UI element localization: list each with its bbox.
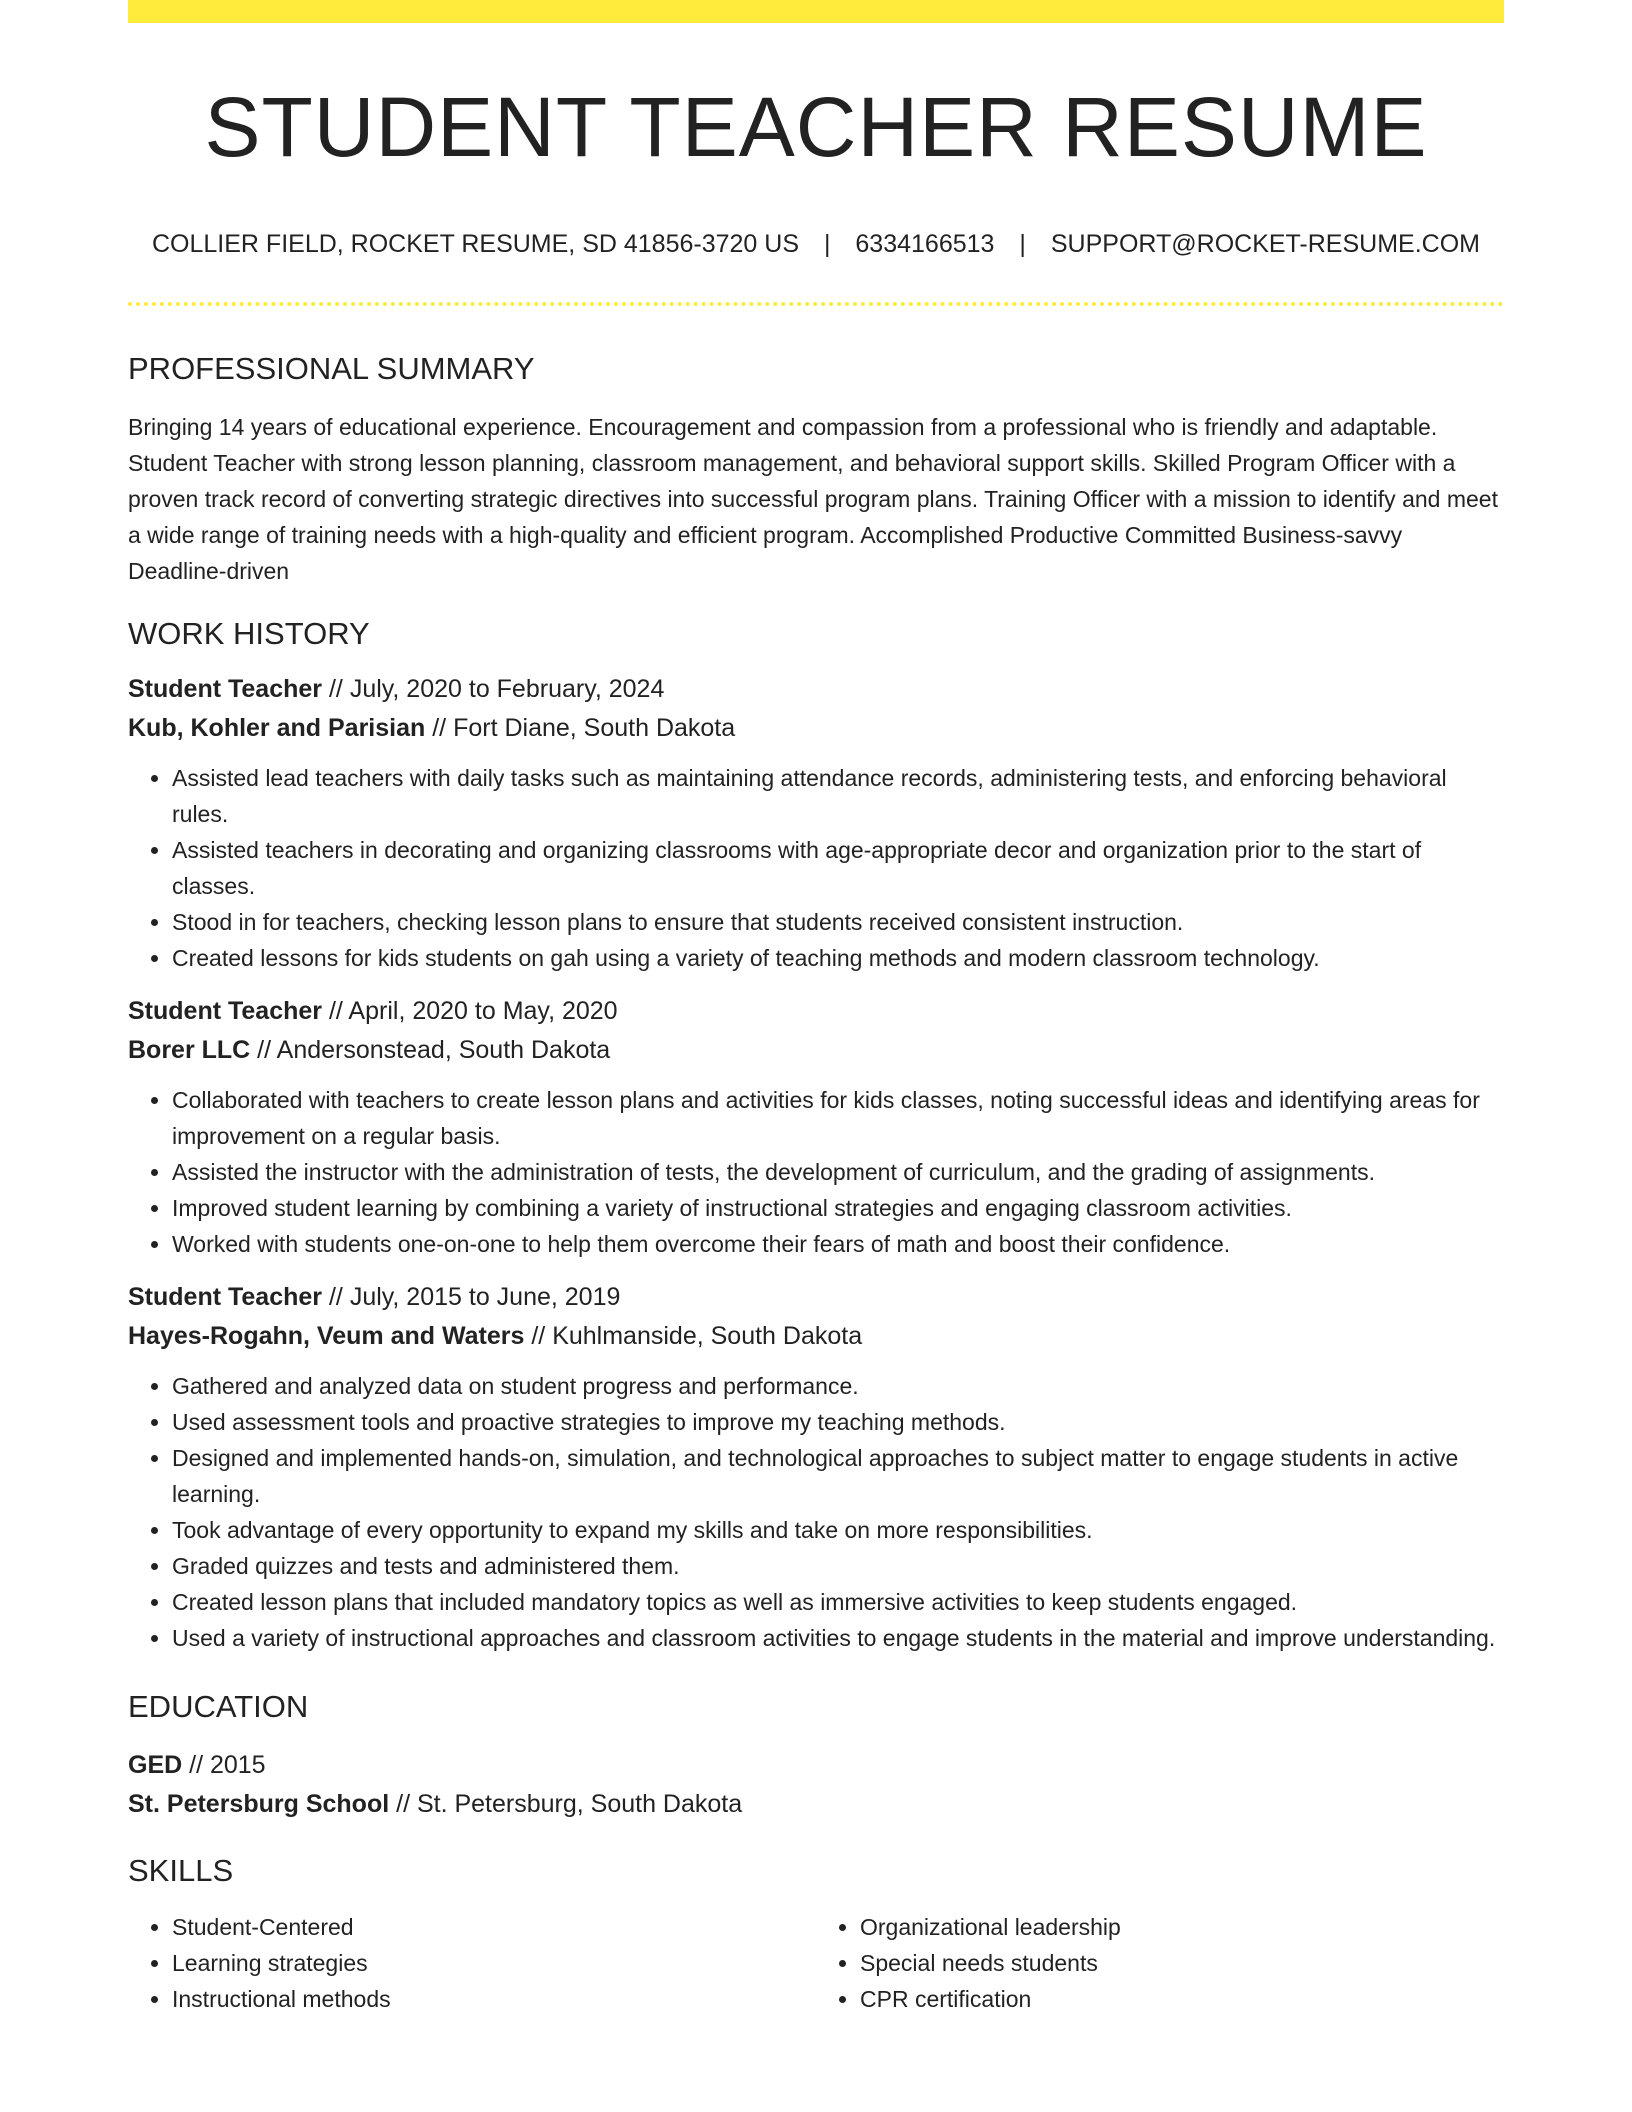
header-divider xyxy=(128,302,1504,306)
list-item: • Assisted lead teachers with daily tasks such as maintaining attendance records, administering tests, and enforcing behavioral rules. xyxy=(172,760,1504,832)
skills-list xyxy=(816,1909,1504,2017)
list-item: • Gathered and analyzed data on student progress and performance. xyxy=(172,1368,1504,1404)
skill-item: • CPR certification xyxy=(860,1981,1504,2017)
job-bullets xyxy=(128,1368,1504,1656)
contact-separator: | xyxy=(823,230,831,258)
job-dates: // April, 2020 to May, 2020 xyxy=(322,997,618,1026)
contact-line xyxy=(128,229,1504,259)
resume-page xyxy=(128,0,1504,2017)
skills-heading: SKILLS xyxy=(128,1852,234,1888)
skills-column-left xyxy=(128,1909,816,2017)
education-school-line xyxy=(128,1785,1504,1824)
list-item: • Improved student learning by combining a variety of instructional strategies and engaging classroom activities. xyxy=(172,1190,1504,1226)
skill-item: • Learning strategies xyxy=(172,1945,816,1981)
contact-address: COLLIER FIELD, ROCKET RESUME, SD 41856-3720 US xyxy=(152,230,799,258)
list-item: • Assisted teachers in decorating and organizing classrooms with age-appropriate decor and organization prior to the start of classes. xyxy=(172,832,1504,904)
skills-grid xyxy=(128,1909,1504,2017)
list-item: • Used assessment tools and proactive strategies to improve my teaching methods. xyxy=(172,1404,1504,1440)
job-company: Hayes-Rogahn, Veum and Waters xyxy=(128,1322,525,1351)
accent-bar xyxy=(128,0,1504,23)
job-title: Student Teacher xyxy=(128,1283,323,1312)
list-item: • Worked with students one-on-one to help them overcome their fears of math and boost their confidence. xyxy=(172,1226,1504,1262)
contact-phone: 6334166513 xyxy=(855,230,995,258)
list-item: • Graded quizzes and tests and administered them. xyxy=(172,1548,1504,1584)
summary-text: Bringing 14 years of educational experience. Encouragement and compassion from a professional who is friendly and adaptable. Student Teacher with strong lesson planning, classroom management, and behavioral support skills. Skilled Program Officer with a proven track record of converting strategic directives into successful program plans. Training Officer with a mission to identify and meet a wide range of training needs with a high-quality and efficient program. Accomplished Productive Committed Business-savvy Deadline-driven xyxy=(128,414,1498,585)
job-title-line xyxy=(128,1278,1504,1317)
job-bullets xyxy=(128,1082,1504,1262)
work-history-heading: WORK HISTORY xyxy=(128,616,370,652)
list-item: • Used a variety of instructional approaches and classroom activities to engage students in the material and improve understanding. xyxy=(172,1620,1504,1656)
list-item: • Designed and implemented hands-on, simulation, and technological approaches to subject matter to engage students in active learning. xyxy=(172,1440,1504,1512)
job-entry xyxy=(128,670,1504,976)
job-title: Student Teacher xyxy=(128,997,323,1026)
job-location: // Fort Diane, South Dakota xyxy=(425,714,736,743)
contact-email: SUPPORT@ROCKET-RESUME.COM xyxy=(1050,230,1480,258)
job-company-line xyxy=(128,1031,1504,1070)
job-location: // Kuhlmanside, South Dakota xyxy=(524,1322,863,1351)
education-school: St. Petersburg School xyxy=(128,1789,390,1818)
list-item: • Created lesson plans that included mandatory topics as well as immersive activities to keep students engaged. xyxy=(172,1584,1504,1620)
job-company: Kub, Kohler and Parisian xyxy=(128,714,426,743)
education-year: // 2015 xyxy=(182,1750,266,1779)
skill-item: • Organizational leadership xyxy=(860,1909,1504,1945)
skill-item: • Instructional methods xyxy=(172,1981,816,2017)
job-company-line xyxy=(128,1317,1504,1356)
page-title: STUDENT TEACHER RESUME xyxy=(204,80,1428,174)
list-item: • Took advantage of every opportunity to expand my skills and take on more responsibilities. xyxy=(172,1512,1504,1548)
skills-column-right xyxy=(816,1909,1504,2017)
job-dates: // July, 2020 to February, 2024 xyxy=(322,675,665,704)
job-bullets xyxy=(128,760,1504,976)
job-company: Borer LLC xyxy=(128,1036,251,1065)
skills-list xyxy=(128,1909,816,2017)
job-title-line xyxy=(128,670,1504,709)
list-item: • Stood in for teachers, checking lesson plans to ensure that students received consistent instruction. xyxy=(172,904,1504,940)
education-location: // St. Petersburg, South Dakota xyxy=(389,1789,743,1818)
skill-item: • Student-Centered xyxy=(172,1909,816,1945)
education-heading: EDUCATION xyxy=(128,1689,309,1725)
contact-separator: | xyxy=(1019,230,1026,258)
education-degree-line xyxy=(128,1746,1504,1785)
job-title: Student Teacher xyxy=(128,675,323,704)
skill-item: • Special needs students xyxy=(860,1945,1504,1981)
job-company-line xyxy=(128,709,1504,748)
summary-heading: PROFESSIONAL SUMMARY xyxy=(128,351,535,386)
education-degree: GED xyxy=(128,1750,183,1779)
job-entry xyxy=(128,992,1504,1262)
list-item: • Created lessons for kids students on gah using a variety of teaching methods and modern classroom technology. xyxy=(172,940,1504,976)
job-entry xyxy=(128,1278,1504,1656)
job-title-line xyxy=(128,992,1504,1031)
list-item: • Assisted the instructor with the administration of tests, the development of curriculum, and the grading of assignments. xyxy=(172,1154,1504,1190)
job-dates: // July, 2015 to June, 2019 xyxy=(322,1283,621,1312)
list-item: • Collaborated with teachers to create lesson plans and activities for kids classes, noting successful ideas and identifying areas for improvement on a regular basis. xyxy=(172,1082,1504,1154)
job-location: // Andersonstead, South Dakota xyxy=(250,1036,611,1065)
